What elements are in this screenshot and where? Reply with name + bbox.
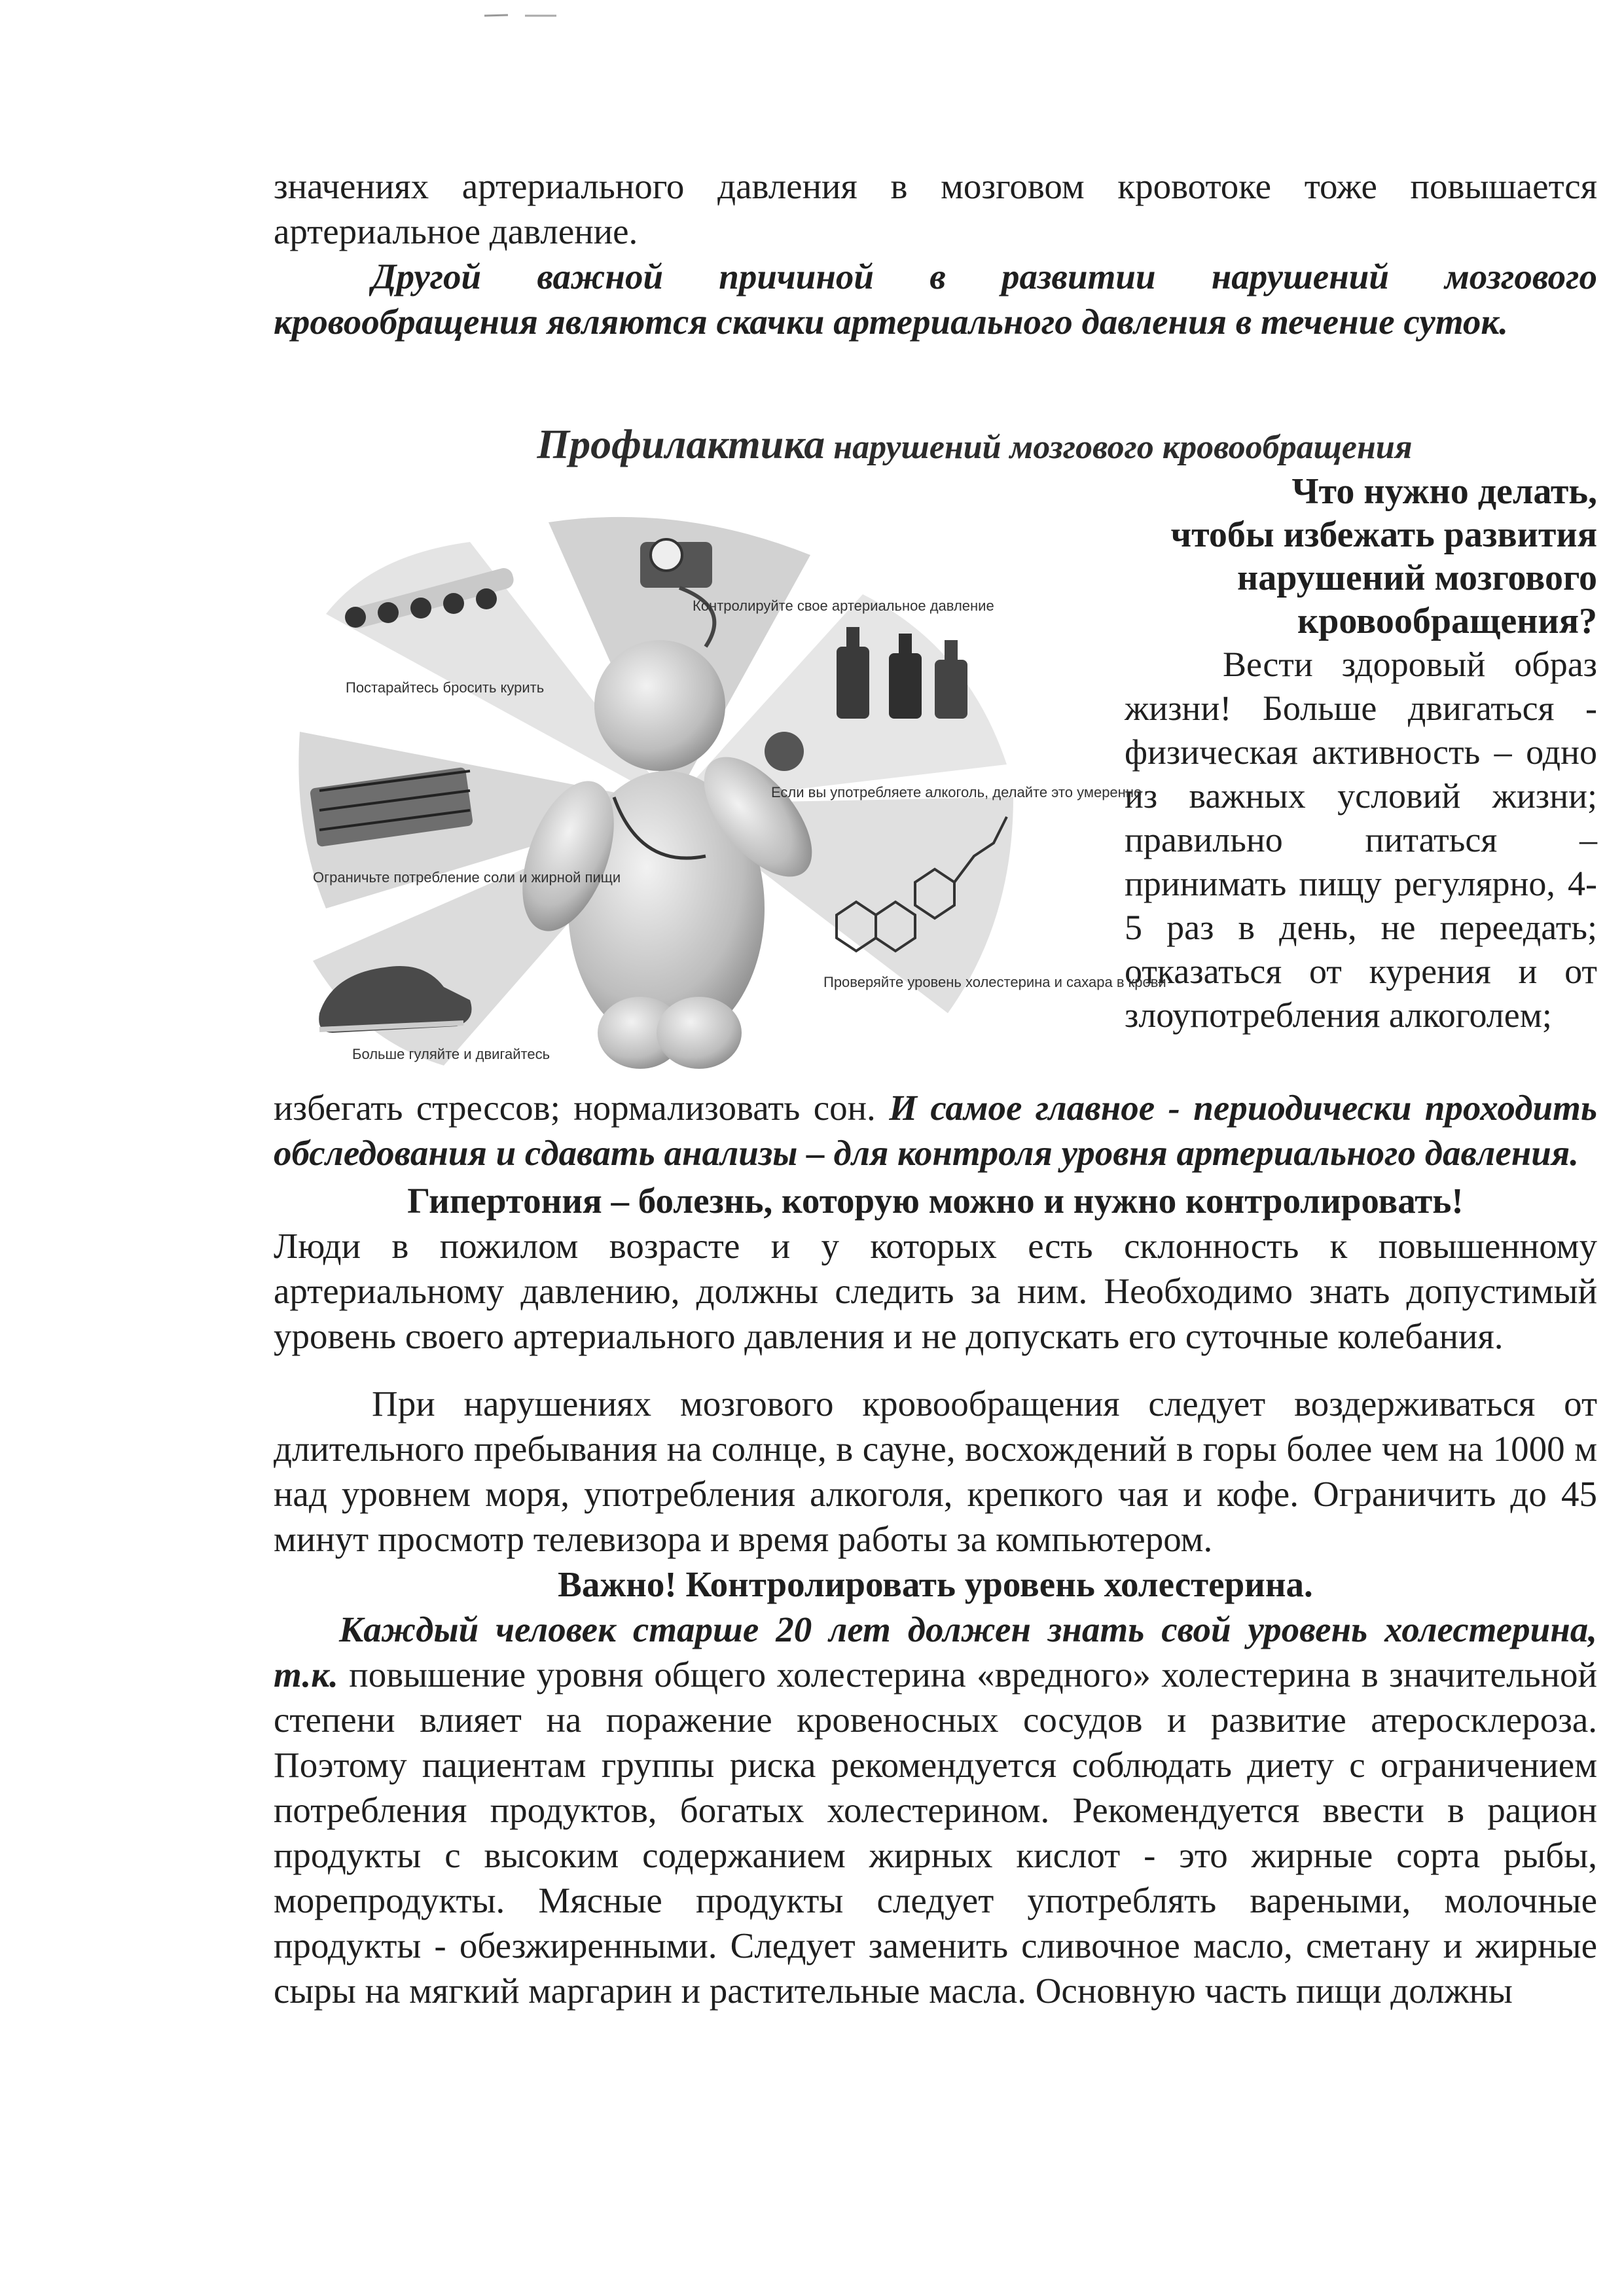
section-title-main: Профилактика — [537, 421, 825, 467]
label-chol: Проверяйте уровень холестерина и сахара в крови — [823, 974, 1166, 990]
question-line-2: чтобы избежать развития — [1170, 514, 1597, 555]
label-salt: Ограничьте потребление соли и жирной пищи — [313, 869, 621, 886]
cholesterol-text — [274, 1607, 1597, 2013]
intro-bold-line-2: кровообращения являются скачки артериального давления в течение суток. — [274, 302, 1509, 342]
question-line-3: нарушений мозгового — [1236, 558, 1597, 598]
document-page — [274, 164, 1597, 2013]
section-title-rest: нарушений мозгового кровообращения — [825, 429, 1413, 466]
advice-bold: И самое главное - периодически проходить обследования и сдавать анализы – для контроля уровня артериального давления. — [274, 1088, 1597, 1173]
label-walk: Больше гуляйте и двигайтесь — [352, 1046, 550, 1062]
label-bp-text: Контролируйте свое артериальное давление — [693, 598, 994, 614]
intro-line-2: артериальное давление. — [274, 211, 638, 251]
prevention-figure-svg — [274, 516, 1166, 1079]
advice-plain: избегать стрессов; нормализовать сон. — [274, 1088, 890, 1128]
label-alcohol: Если вы употребляете алкоголь, делайте это умеренно — [771, 784, 1142, 800]
hypertension-heading: Гипертония – болезнь, которую можно и нужно контролировать! — [407, 1181, 1464, 1221]
advice-continuation — [274, 1085, 1597, 1175]
cholesterol-heading: Важно! Контролировать уровень холестерина. — [558, 1564, 1313, 1604]
cholesterol-body: повышение уровня общего холестерина «вредного» холестерина в значительной степени влияет на поражение кровеносных сосудов и развитие атеросклероза. Поэтому пациентам группы риска рекомендуется соблюдать диету с ограничением потребления продуктов, богатых холестерином. Рекомендуется ввести в рацион продукты с высоким содержанием жирных кислот - это жирные сорта рыбы, морепродукты. Мясные продукты следует употреблять вареными, молочные продукты - обезжиренными. Следует заменить сливочное масло, сметану и жирные сыры на мягкий маргарин и растительные масла. Основную часть пищи должны — [274, 1655, 1597, 2011]
label-smoke: Постарайтесь бросить курить — [346, 679, 545, 696]
cholesterol-bold: Каждый человек старше 20 лет должен знать свой уровень холестерина, т.к. — [274, 1609, 1597, 1695]
hypertension-text: Люди в пожилом возрасте и у которых есть склонность к повышенному артериальному давлению, должны следить за ним. Необходимо знать допустимый уровень своего артериального давления и не допускать его суточные колебания. — [274, 1226, 1597, 1356]
section-title — [352, 422, 1597, 470]
question-line-4: кровообращения? — [1297, 601, 1597, 641]
question-line-1: Что нужно делать, — [1291, 471, 1597, 512]
intro-line-1: значениях артериального давления в мозговом кровотоке тоже повышается — [274, 166, 1597, 206]
restrictions-text: При нарушениях мозгового кровообращения следует воздерживаться от длительного пребывания на солнце, в сауне, восхождений в горы более чем на 1000 м над уровнем моря, употребления алкоголя, крепкого чая и кофе. Ограничить до 45 минут просмотр телевизора и время работы за компьютером. — [274, 1384, 1597, 1559]
advice-paragraph: Вести здоровый образ жизни! Больше двигаться - физическая активность – одно из важных условий жизни; правильно питаться –принимать пищу регулярно, 4-5 раз в день, не переедать; отказаться от курения и от злоупотребления алкоголем; — [1125, 645, 1597, 1035]
label-bp — [693, 598, 994, 614]
scan-marks — [484, 12, 563, 18]
intro-bold-line-1: Другой важной причиной в развитии нарушений мозгового — [372, 257, 1597, 296]
alcohol-bottles-icon — [837, 627, 967, 719]
question-heading — [274, 470, 1597, 513]
prevention-illustration — [274, 516, 1166, 1079]
